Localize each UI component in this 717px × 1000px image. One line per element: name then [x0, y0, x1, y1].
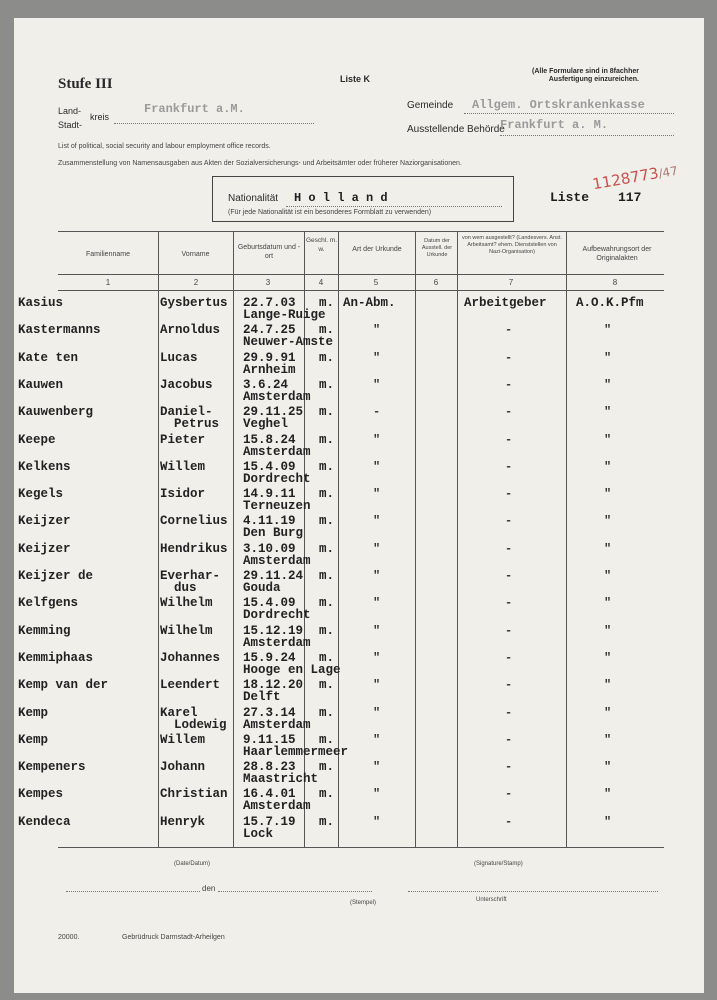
- record-birthdate: 18.12.20: [243, 678, 304, 693]
- table-colnum-divider: [58, 290, 664, 291]
- col-num-4: 4: [318, 278, 324, 287]
- record-birthplace: Terneuzen: [243, 499, 311, 514]
- record-doc-type: ": [373, 678, 381, 693]
- gemeinde-value: Allgem. Ortskrankenkasse: [472, 98, 645, 112]
- record-sex: m.: [319, 650, 335, 665]
- column-divider-2: [233, 231, 234, 847]
- behoerde-underline: [500, 135, 674, 136]
- record-issuer: -: [505, 323, 513, 338]
- record-birthplace: Amsterdam: [243, 799, 311, 814]
- record-surname: Kate ten: [18, 350, 79, 365]
- record-doc-type: ": [373, 650, 381, 665]
- record-sex: m.: [319, 596, 335, 611]
- record-location: ": [604, 705, 612, 720]
- record-birthdate: 15.12.19: [243, 623, 304, 638]
- record-location: ": [604, 623, 612, 638]
- record-birthplace: Neuwer-Amste: [243, 335, 334, 350]
- print-code: 20000.: [58, 934, 80, 941]
- column-divider-7: [566, 231, 567, 847]
- column-divider-6: [457, 231, 458, 847]
- record-issuer: Arbeitgeber: [464, 296, 547, 310]
- record-sex: m.: [319, 296, 335, 310]
- record-issuer: -: [505, 432, 513, 447]
- record-sex: m.: [319, 705, 335, 720]
- land-label: Land-: [58, 106, 82, 116]
- record-birthdate: 29.9.91: [243, 350, 296, 365]
- col-header-sex: Geschl. m. w.: [305, 237, 338, 253]
- record-location: ": [604, 678, 612, 693]
- record-surname: Kemp: [18, 732, 49, 747]
- formulare-note-line2: Ausfertigung einzureichen.: [548, 76, 639, 83]
- record-location: ": [604, 405, 612, 420]
- record-doc-type: -: [373, 405, 381, 420]
- record-birthdate: 16.4.01: [243, 787, 296, 802]
- record-doc-type: ": [373, 541, 381, 556]
- record-sex: m.: [319, 760, 335, 775]
- record-sex: m.: [319, 405, 335, 420]
- behoerde-value: Frankfurt a. M.: [500, 118, 609, 132]
- record-birthdate: 22.7.03: [243, 296, 296, 310]
- record-birthplace: Den Burg: [243, 526, 304, 541]
- record-firstname: Karel: [160, 705, 198, 720]
- record-birthplace: Dordrecht: [243, 608, 311, 623]
- record-issuer: -: [505, 487, 513, 502]
- record-birthdate: 15.8.24: [243, 432, 296, 447]
- record-sex: m.: [319, 487, 335, 502]
- stadt-label: Stadt-: [58, 120, 83, 130]
- record-surname: Kastermanns: [18, 323, 101, 338]
- col-header-firstname: Vorname: [181, 251, 210, 258]
- kreis-label: kreis: [90, 112, 110, 122]
- description-german: Zusammenstellung von Namensausgaben aus Akten der Sozialversicherungs- und Arbeitsämter oder früherer Naziorganisationen.: [58, 160, 462, 167]
- col-num-2: 2: [193, 278, 199, 287]
- kreis-underline: [114, 123, 314, 124]
- record-location: ": [604, 541, 612, 556]
- record-firstname: Lucas: [160, 350, 198, 365]
- table-header-divider: [58, 274, 664, 275]
- record-surname: Kempes: [18, 787, 64, 802]
- record-sex: m.: [319, 432, 335, 447]
- record-doc-type: An-Abm.: [343, 296, 396, 310]
- record-issuer: -: [505, 459, 513, 474]
- record-birthplace: Lange-Ruige: [243, 308, 326, 322]
- record-location: ": [604, 514, 612, 529]
- record-surname: Kendeca: [18, 814, 71, 829]
- record-location: ": [604, 787, 612, 802]
- col-num-8: 8: [612, 278, 618, 287]
- record-surname: Keijzer: [18, 541, 71, 556]
- record-firstname: Arnoldus: [160, 323, 221, 338]
- record-issuer: -: [505, 350, 513, 365]
- record-location: ": [604, 432, 612, 447]
- record-birthplace: Amsterdam: [243, 717, 311, 732]
- nationality-value: H o l l a n d: [294, 191, 388, 205]
- record-issuer: -: [505, 705, 513, 720]
- record-surname: Keepe: [18, 432, 56, 447]
- record-location: ": [604, 814, 612, 829]
- record-doc-type: ": [373, 350, 381, 365]
- record-sex: m.: [319, 514, 335, 529]
- record-location: ": [604, 323, 612, 338]
- record-birthdate: 15.7.19: [243, 814, 296, 829]
- record-sex: m.: [319, 569, 335, 583]
- liste-k-label: Liste K: [340, 74, 371, 84]
- record-location: ": [604, 350, 612, 365]
- record-location: ": [604, 760, 612, 775]
- record-surname: Kegels: [18, 487, 64, 502]
- record-firstname: Wilhelm: [160, 596, 213, 611]
- record-firstname: Willem: [160, 732, 206, 747]
- record-surname: Kelfgens: [18, 596, 79, 611]
- record-birthdate: 28.8.23: [243, 760, 296, 775]
- record-doc-type: ": [373, 814, 381, 829]
- record-doc-type: ": [373, 569, 381, 583]
- record-firstname: Henryk: [160, 814, 206, 829]
- record-birthdate: 3.10.09: [243, 541, 296, 556]
- record-birthdate: 29.11.25: [243, 405, 304, 420]
- date-label: (Date/Datum): [174, 861, 211, 867]
- record-issuer: -: [505, 760, 513, 775]
- record-sex: m.: [319, 459, 335, 474]
- record-firstname-cont: Lodewig: [174, 717, 227, 732]
- table-top-border: [58, 231, 664, 232]
- record-birthplace: Gouda: [243, 581, 281, 595]
- col-num-6: 6: [433, 278, 439, 287]
- record-birthplace: Amsterdam: [243, 444, 311, 459]
- record-issuer: -: [505, 377, 513, 392]
- record-sex: m.: [319, 350, 335, 365]
- record-birthdate: 27.3.14: [243, 705, 296, 720]
- record-birthplace: Amsterdam: [243, 553, 311, 568]
- record-birthdate: 15.4.09: [243, 459, 296, 474]
- record-firstname: Isidor: [160, 487, 206, 502]
- record-birthplace: Haarlemmermeer: [243, 744, 349, 759]
- record-doc-type: ": [373, 377, 381, 392]
- record-birthdate: 15.9.24: [243, 650, 296, 665]
- record-location: ": [604, 732, 612, 747]
- nationality-note: (Für jede Nationalität ist ein besonderes Formblatt zu verwenden): [228, 209, 432, 216]
- record-birthplace: Amsterdam: [243, 389, 311, 404]
- col-header-location: Aufbewahrungsort der Originalakten: [582, 246, 652, 262]
- col-num-3: 3: [265, 278, 271, 287]
- nationality-label: Nationalität: [228, 193, 279, 204]
- record-doc-type: ": [373, 459, 381, 474]
- printer-name: Gebrüdruck Darmstadt-Arheilgen: [122, 934, 225, 941]
- record-sex: m.: [319, 678, 335, 693]
- record-firstname: Johannes: [160, 650, 221, 665]
- signature-line: [408, 891, 658, 892]
- record-birthplace: Lock: [243, 826, 274, 841]
- kreis-value: Frankfurt a.M.: [144, 102, 245, 116]
- record-firstname: Leendert: [160, 678, 221, 693]
- record-birthdate: 4.11.19: [243, 514, 296, 529]
- record-issuer: -: [505, 514, 513, 529]
- record-issuer: -: [505, 732, 513, 747]
- record-doc-type: ": [373, 596, 381, 611]
- record-birthplace: Dordrecht: [243, 471, 311, 486]
- record-location: A.O.K.Pfm: [576, 296, 644, 310]
- record-issuer: -: [505, 650, 513, 665]
- record-surname: Kemp van der: [18, 678, 109, 693]
- record-firstname: Hendrikus: [160, 541, 228, 556]
- record-location: ": [604, 487, 612, 502]
- column-divider-5: [415, 231, 416, 847]
- record-issuer: -: [505, 541, 513, 556]
- record-doc-type: ": [373, 323, 381, 338]
- record-firstname: Everhar-: [160, 569, 221, 583]
- record-surname: Kelkens: [18, 459, 71, 474]
- liste-label: Liste: [550, 190, 590, 205]
- record-issuer: -: [505, 596, 513, 611]
- record-issuer: -: [505, 678, 513, 693]
- record-doc-type: ": [373, 732, 381, 747]
- record-surname: Kemp: [18, 705, 49, 720]
- record-birthdate: 9.11.15: [243, 732, 296, 747]
- record-sex: m.: [319, 787, 335, 802]
- record-firstname: Cornelius: [160, 514, 228, 529]
- record-doc-type: ": [373, 432, 381, 447]
- col-header-issuer: von wem ausgestellt? (Landesvers. Anst. Arbeitsamt? ehem. Dienststellen von Nazi-Organisation): [462, 235, 562, 255]
- record-doc-type: ": [373, 514, 381, 529]
- record-birthdate: 29.11.24: [243, 569, 304, 583]
- record-birthplace: Arnheim: [243, 362, 296, 377]
- record-location: ": [604, 650, 612, 665]
- record-sex: m.: [319, 377, 335, 392]
- archive-stamp: [591, 161, 679, 194]
- liste-number: 117: [618, 190, 642, 205]
- record-issuer: -: [505, 623, 513, 638]
- description-english: List of political, social security and labour employment office records.: [58, 143, 271, 150]
- record-firstname: Wilhelm: [160, 623, 213, 638]
- record-doc-type: ": [373, 760, 381, 775]
- unterschrift-label: Unterschrift: [476, 897, 507, 903]
- record-birthdate: 15.4.09: [243, 596, 296, 611]
- record-firstname: Christian: [160, 787, 228, 802]
- record-sex: m.: [319, 732, 335, 747]
- record-issuer: -: [505, 405, 513, 420]
- record-location: ": [604, 377, 612, 392]
- col-header-doc-date: Datum der Ausstell. der Urkunde: [421, 238, 453, 258]
- column-divider-1: [158, 231, 159, 847]
- record-surname: Kemming: [18, 623, 71, 638]
- stempel-label: (Stempel): [350, 900, 377, 906]
- record-firstname-cont: dus: [174, 581, 197, 595]
- document-page: [14, 18, 704, 993]
- record-location: ": [604, 596, 612, 611]
- record-issuer: -: [505, 569, 513, 583]
- record-surname: Keijzer: [18, 514, 71, 529]
- col-num-7: 7: [508, 278, 514, 287]
- land-stadt-label: [58, 104, 82, 132]
- record-birthdate: 3.6.24: [243, 377, 289, 392]
- den-line: [218, 891, 372, 892]
- den-label: den: [202, 884, 216, 893]
- record-firstname-cont: Petrus: [174, 417, 220, 432]
- record-sex: m.: [319, 323, 335, 338]
- record-issuer: -: [505, 787, 513, 802]
- col-header-surname: Familienname: [86, 251, 130, 258]
- date-line: [66, 891, 200, 892]
- gemeinde-underline: [464, 113, 674, 114]
- col-header-doc-type: Art der Urkunde: [352, 246, 402, 253]
- nationality-underline: [286, 206, 502, 207]
- record-surname: Kempeners: [18, 760, 86, 775]
- record-sex: m.: [319, 541, 335, 556]
- archive-stamp-number: 1128773: [591, 164, 661, 194]
- record-birthplace: Veghel: [243, 417, 289, 432]
- record-firstname: Daniel-: [160, 405, 213, 420]
- behoerde-label: Ausstellende Behörde: [407, 124, 505, 135]
- record-sex: m.: [319, 623, 335, 638]
- record-doc-type: ": [373, 787, 381, 802]
- record-birthplace: Delft: [243, 690, 281, 705]
- record-birthdate: 24.7.25: [243, 323, 296, 338]
- col-header-birth: Geburtsdatum und -ort: [237, 244, 301, 260]
- archive-stamp-suffix: /47: [657, 163, 679, 181]
- record-doc-type: ": [373, 487, 381, 502]
- record-firstname: Johann: [160, 760, 206, 775]
- col-num-1: 1: [105, 278, 111, 287]
- record-issuer: -: [505, 814, 513, 829]
- record-doc-type: ": [373, 705, 381, 720]
- record-surname: Kauwen: [18, 377, 64, 392]
- signature-label: (Signature/Stamp): [474, 861, 523, 867]
- formulare-note: [532, 68, 639, 84]
- record-firstname: Pieter: [160, 432, 206, 447]
- stufe-title: Stufe III: [58, 76, 113, 92]
- record-birthplace: Maastricht: [243, 772, 319, 787]
- table-bottom-border: [58, 847, 664, 848]
- record-firstname: Willem: [160, 459, 206, 474]
- formulare-note-line1: (Alle Formulare sind in 8fachher: [532, 68, 639, 75]
- record-doc-type: ": [373, 623, 381, 638]
- col-num-5: 5: [373, 278, 379, 287]
- record-location: ": [604, 459, 612, 474]
- record-surname: Kasius: [18, 296, 64, 310]
- record-birthplace: Hooge en Lage: [243, 662, 341, 677]
- record-birthdate: 14.9.11: [243, 487, 296, 502]
- record-birthplace: Amsterdam: [243, 635, 311, 650]
- record-firstname: Gysbertus: [160, 296, 228, 310]
- record-location: ": [604, 569, 612, 583]
- record-surname: Kauwenberg: [18, 405, 94, 420]
- record-surname: Kemmiphaas: [18, 650, 94, 665]
- record-surname: Keijzer de: [18, 569, 94, 583]
- gemeinde-label: Gemeinde: [407, 100, 454, 111]
- record-sex: m.: [319, 814, 335, 829]
- record-firstname: Jacobus: [160, 377, 213, 392]
